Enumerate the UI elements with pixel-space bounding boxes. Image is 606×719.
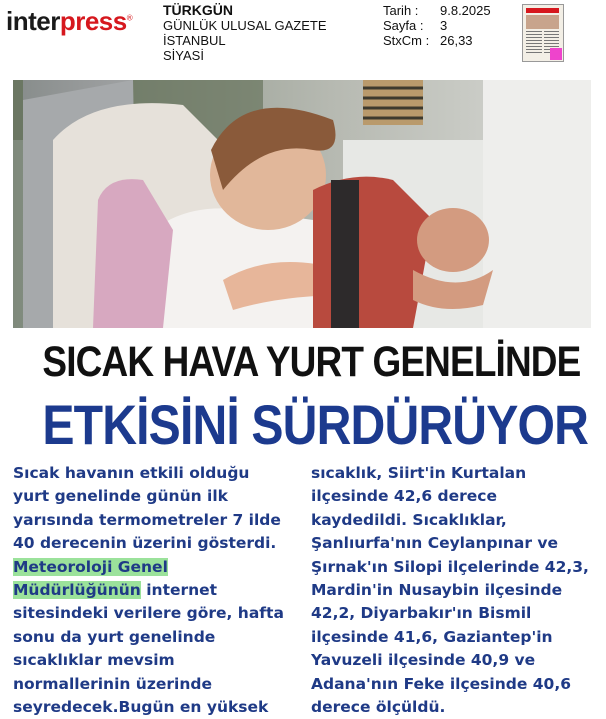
column-2-text: sıcaklık, Siirt'in Kurtalan ilçesinde 42,6 derece kaydedildi. Sıcaklıklar, Şanlıurfa'nın Ceylanpınar ve Şırnak'ın Silopi ilçelerinde 42,3, Mardin'in Nusaybin ilçesinde 42,2, Diyarbakır'ın Bismil ilçesinde 41,6, Gaziantep'in Yavuzeli ilçesinde 40,9 ve Adana'nın Feke ilçesinde 40,6 derece ölçüldü. [311,464,589,717]
stxcm-label: StxCm : [383,33,430,48]
interpress-logo [6,6,132,37]
column-1-text [13,462,289,719]
meta-stxcm-row [383,33,491,48]
article-column-1 [13,462,289,719]
date-value: 9.8.2025 [440,3,491,18]
headline-line-2: ETKİSİNİ SÜRDÜRÜYOR [42,393,588,456]
article-column-2 [311,462,595,719]
meta-page-row [383,18,491,33]
thumbnail-masthead [526,8,559,13]
thumbnail-text-left [526,31,542,55]
photo-illustration [13,80,591,328]
thumbnail-photo [526,15,559,29]
logo-registered-mark: ® [126,13,133,23]
highlighted-term: Meteoroloji Genel Müdürlüğünün [13,557,168,600]
column-1-text-end: internet sitesindeki verilere göre, hafta sonu da yurt genelinde sıcaklıklar mevsim normallerinin üzerinde seyredecek.Bugün en yüksek [13,581,284,717]
page-value: 3 [440,18,448,33]
page-marker-square [550,48,562,60]
stxcm-value: 26,33 [440,33,473,48]
meta-date-row [383,3,491,18]
clipping-meta [383,3,491,48]
publication-section: SİYASİ [163,48,204,63]
publication-info [163,3,327,63]
page-label: Sayfa : [383,18,424,33]
publication-city: İSTANBUL [163,33,226,48]
logo-text-press: press [59,6,127,36]
article-photo [13,80,591,328]
date-label: Tarih : [383,3,419,18]
publication-type: GÜNLÜK ULUSAL GAZETE [163,18,327,33]
logo-text-inter: inter [6,6,60,36]
publication-name: TÜRKGÜN [163,2,233,18]
clipping-header [0,0,606,72]
headline-line-1: SICAK HAVA YURT GENELİNDE [42,338,581,386]
column-1-text-start: Sıcak havanın etkili olduğu yurt genelinde günün ilk yarısında termometreler 7 ilde 40 derecenin üzerini gösterdi. [13,464,281,553]
